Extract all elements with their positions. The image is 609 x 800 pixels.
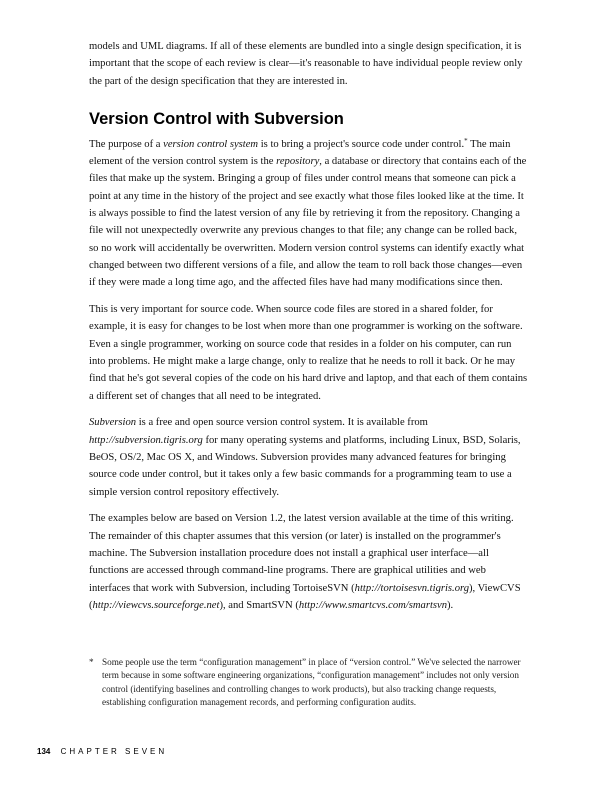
intro-paragraph: models and UML diagrams. If all of these elements are bundled into a single design specification, it is important that the scope of each review is clear—it's reasonable to have individual people review only the part of the design specification that they are interested in.: [89, 41, 523, 87]
link-viewcvs-url[interactable]: http://viewcvs.sourceforge.net: [92, 599, 220, 611]
text-run: ), ViewCVS (: [89, 582, 521, 611]
text-run: is a free and open source version control system. It is available from: [136, 417, 428, 429]
page-body: [89, 38, 529, 614]
page-number: 134: [37, 747, 51, 756]
text-run: for many operating systems and platforms, including Linux, BSD, Solaris, BeOS, OS/2, Mac OS X, and Windows. Subversion provides many advanced features for bringing source code under control, but it takes only a few basic commands for a programming team to use a simple version control repository effectively.: [89, 434, 521, 498]
section-heading: Version Control with Subversion: [89, 109, 344, 128]
link-smartsvn-url[interactable]: http://www.smartcvs.com/smartsvn: [298, 599, 448, 611]
link-subversion-url[interactable]: http://subversion.tigris.org: [89, 434, 203, 446]
text-run: The examples below are based on Version 1.2, the latest version available at the time of this writing. The remainder of this chapter assumes that this version (or later) is installed on the programmer's machine. The Subversion installation procedure does not install a graphical user interface—all functions are accessed through command-line programs. There are graphical utilities and web interfaces that work with Subversion, including TortoiseSVN (: [89, 513, 514, 594]
text-run: , a database or directory that contains each of the files that make up the system. Bringing a group of files under control means that someone can pick a point at any time in the history of the project and see exactly what those files looked like at the time. It is always possible to find the latest version of any file by retrieving it from the repository. Changing a file will not unexpectedly overwrite any previous changes to that file; any change can be rolled back, so no work will accidentally be overwritten. Modern version control systems can identify exactly what changed between two different versions of a file, and allow the team to roll back those changes—even if they were made a long time ago, and the affected files have had many modifications since then.: [89, 156, 527, 289]
footnote-text: Some people use the term “configuration management” in place of “version control.” We've selected the narrower term because in some software engineering organizations, “configuration management” includes not only version control (identifying baselines and controlling changes to work products), but also tracking change requests, establishing configuration management records, and performing configuration audits.: [102, 657, 521, 707]
text-run: ), and SmartSVN (: [219, 599, 299, 611]
footnote: [89, 656, 529, 709]
paragraph-source-code: This is very important for source code. When source code files are stored in a shared folder, for example, it is easy for changes to be lost when more than one programmer is working on the software. Even a single programmer, working on source code that resides in a folder on his computer, can run into problems. He might make a large change, only to realize that he needs to roll it back. Or he may find that he's got several copies of the code on his hard drive and laptop, and that each of them contains a different set of changes that all need to be integrated.: [89, 304, 528, 402]
term-version-control-system: version control system: [163, 138, 259, 150]
link-tortoisesvn-url[interactable]: http://tortoisesvn.tigris.org: [354, 582, 470, 594]
term-subversion: Subversion: [89, 417, 137, 429]
text-run: The main element of the version control system is the: [89, 138, 511, 168]
text-run: The purpose of a: [89, 138, 164, 150]
chapter-label: CHAPTER SEVEN: [60, 747, 168, 756]
term-repository: repository: [276, 156, 320, 168]
text-run: ).: [447, 599, 454, 611]
paragraph-subversion: [89, 414, 529, 500]
paragraph-examples: [89, 510, 529, 614]
page-footer: [37, 746, 167, 758]
footnote-mark: *: [89, 657, 94, 667]
footnote-reference[interactable]: *: [464, 136, 468, 145]
paragraph-purpose: [89, 136, 529, 292]
text-run: is to bring a project's source code under control.: [258, 138, 465, 150]
